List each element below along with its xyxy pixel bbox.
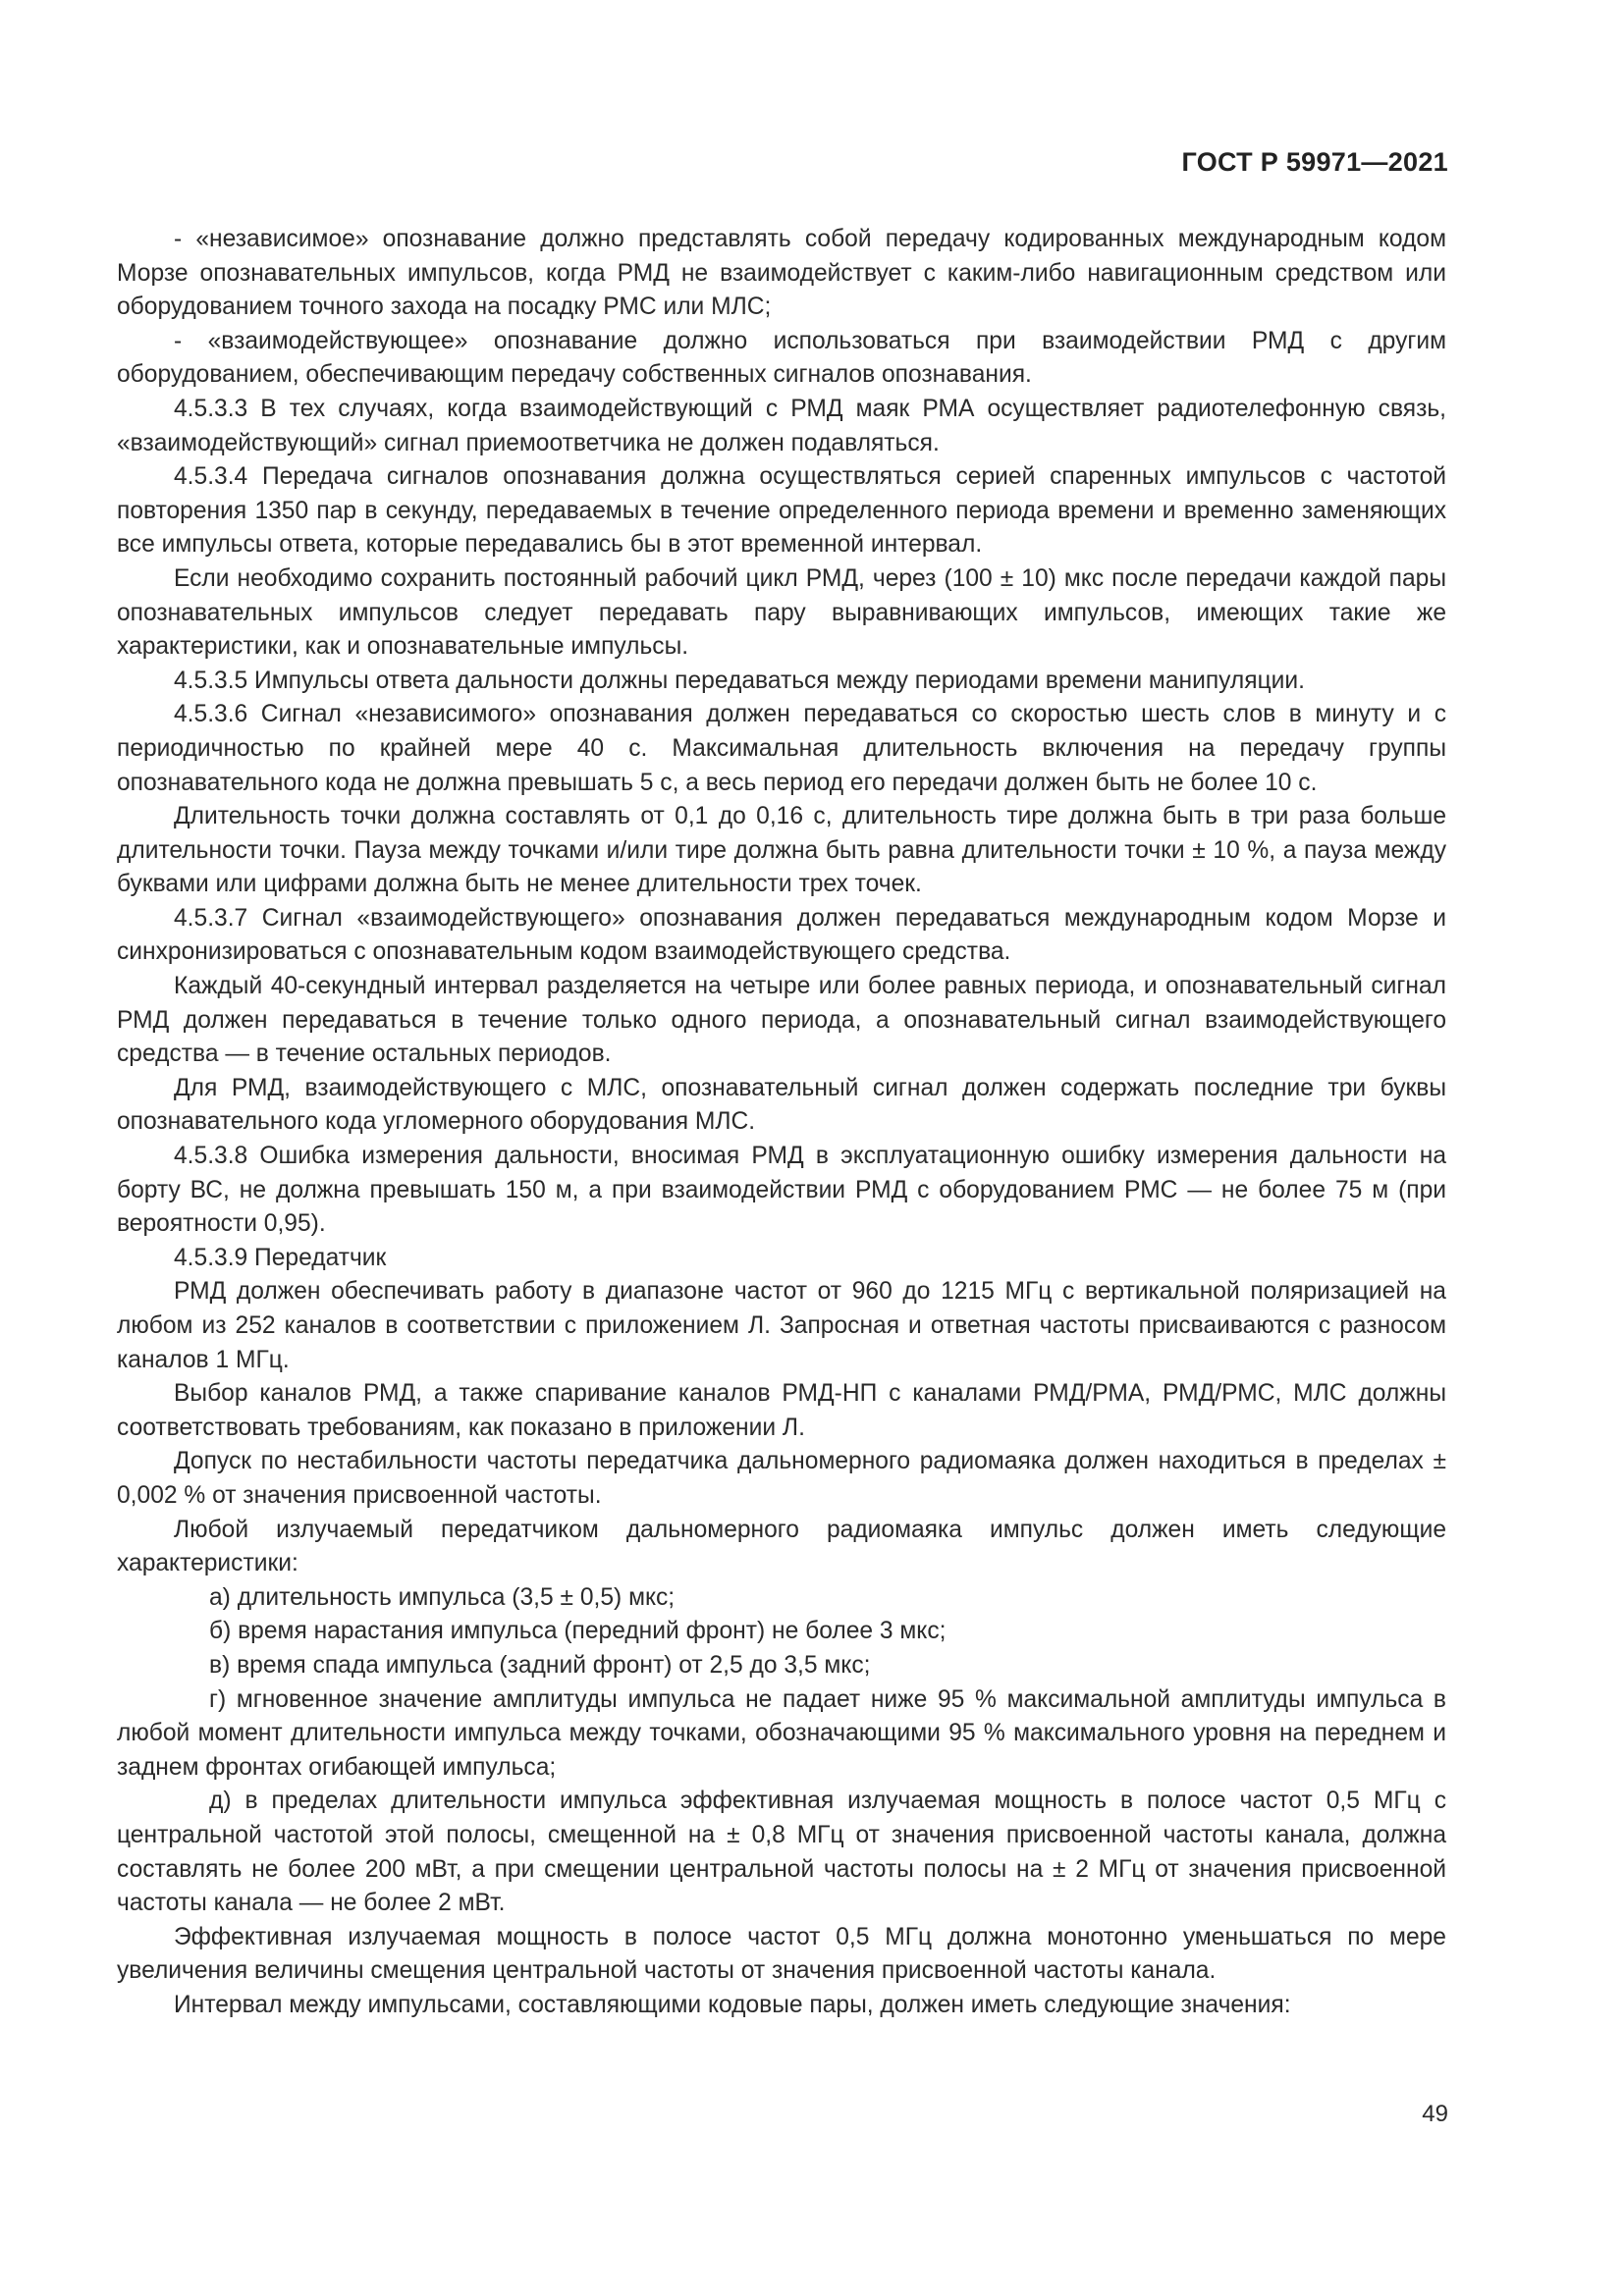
paragraph: Эффективная излучаемая мощность в полосе частот 0,5 МГц должна монотонно уменьшаться по мере увеличения величины смещения центральной частоты от значения присвоенной частоты канала. bbox=[117, 1923, 1446, 1985]
list-item: а) длительность импульса (3,5 ± 0,5) мкс; bbox=[209, 1583, 676, 1611]
standard-code-header: ГОСТ Р 59971—2021 bbox=[1181, 147, 1448, 177]
page-number: 49 bbox=[1422, 2101, 1448, 2127]
document-body bbox=[117, 223, 1446, 2022]
paragraph: 4.5.3.5 Импульсы ответа дальности должны передаваться между периодами времени манипуляции. bbox=[174, 667, 1305, 694]
paragraph: 4.5.3.7 Сигнал «взаимодействующего» опознавания должен передаваться международным кодом Морзе и синхронизироваться с опознавательным кодом взаимодействующего средства. bbox=[117, 904, 1446, 966]
paragraph: РМД должен обеспечивать работу в диапазоне частот от 960 до 1215 МГц с вертикальной поляризацией на любом из 252 каналов в соответствии с приложением Л. Запросная и ответная частоты присваиваются с разносом каналов 1 МГц. bbox=[117, 1278, 1446, 1373]
paragraph: 4.5.3.3 В тех случаях, когда взаимодействующий с РМД маяк РМА осуществляет радиотелефонную связь, «взаимодействующий» сигнал приемоответчика не должен подавляться. bbox=[117, 395, 1446, 456]
paragraph: Для РМД, взаимодействующего с МЛС, опознавательный сигнал должен содержать последние три буквы опознавательного кода угломерного оборудования МЛС. bbox=[117, 1074, 1446, 1136]
paragraph: Если необходимо сохранить постоянный рабочий цикл РМД, через (100 ± 10) мкс после передачи каждой пары опознавательных импульсов следует передавать пару выравнивающих импульсов, имеющих такие же характеристики, как и опознавательные импульсы. bbox=[117, 564, 1446, 661]
paragraph: Допуск по нестабильности частоты передатчика дальномерного радиомаяка должен находиться в пределах ± 0,002 % от значения присвоенной частоты. bbox=[117, 1448, 1446, 1509]
paragraph: 4.5.3.8 Ошибка измерения дальности, вносимая РМД в эксплуатационную ошибку измерения дальности на борту ВС, не должна превышать 150 м, а при взаимодействии РМД с оборудованием РМС — не более 75 м (при вероятности 0,95). bbox=[117, 1143, 1446, 1238]
list-item: в) время спада импульса (задний фронт) от 2,5 до 3,5 мкс; bbox=[209, 1651, 871, 1679]
paragraph: 4.5.3.6 Сигнал «независимого» опознавания должен передаваться со скоростью шесть слов в минуту и с периодичностью по крайней мере 40 с. Максимальная длительность включения на передачу группы опознавательного кода не должна превышать 5 с, а весь период его передачи должен быть не более 10 с. bbox=[117, 701, 1446, 796]
paragraph: 4.5.3.9 Передатчик bbox=[174, 1244, 387, 1271]
paragraph: Выбор каналов РМД, а также спаривание каналов РМД-НП с каналами РМД/РМА, РМД/РМС, МЛС должны соответствовать требованиям, как показано в приложении Л. bbox=[117, 1380, 1446, 1441]
list-item: б) время нарастания импульса (передний фронт) не более 3 мкс; bbox=[209, 1618, 947, 1645]
list-item: д) в пределах длительности импульса эффективная излучаемая мощность в полосе частот 0,5 МГц с центральной частотой этой полосы, смещенной на ± 0,8 МГц от значения присвоенной частоты канала, должна составлять не более 200 мВт, а при смещении центральной частоты полосы на ± 2 МГц от значения присвоенной частоты канала — не более 2 мВт. bbox=[117, 1788, 1446, 1917]
paragraph: Любой излучаемый передатчиком дальномерного радиомаяка импульс должен иметь следующие характеристики: bbox=[117, 1516, 1446, 1577]
paragraph: 4.5.3.4 Передача сигналов опознавания должна осуществляться серией спаренных импульсов с частотой повторения 1350 пар в секунду, передаваемых в течение определенного периода времени и временно заменяющих все импульсы ответа, которые передавались бы в этот временной интервал. bbox=[117, 463, 1446, 559]
paragraph: Каждый 40-секундный интервал разделяется на четыре или более равных периода, и опознавательный сигнал РМД должен передаваться в течение только одного периода, а опознавательный сигнал взаимодействующего средства — в течение остальных периодов. bbox=[117, 973, 1446, 1068]
list-item: г) мгновенное значение амплитуды импульса не падает ниже 95 % максимальной амплитуды импульса в любой момент длительности импульса между точками, обозначающими 95 % максимального уровня на переднем и заднем фронтах огибающей импульса; bbox=[117, 1685, 1446, 1781]
paragraph: Интервал между импульсами, составляющими кодовые пары, должен иметь следующие значения: bbox=[174, 1991, 1291, 2018]
paragraph: - «независимое» опознавание должно представлять собой передачу кодированных международным кодом Морзе опознавательных импульсов, когда РМД не взаимодействует с каким-либо навигационным средством или оборудованием точного захода на посадку РМС или МЛС; bbox=[117, 226, 1446, 321]
paragraph: Длительность точки должна составлять от 0,1 до 0,16 с, длительность тире должна быть в три раза больше длительности точки. Пауза между точками и/или тире должна быть равна длительности точки ± 10 %, а пауза между буквами или цифрами должна быть не менее длительности трех точек. bbox=[117, 803, 1446, 898]
paragraph: - «взаимодействующее» опознавание должно использоваться при взаимодействии РМД с другим оборудованием, обеспечивающим передачу собственных сигналов опознавания. bbox=[117, 327, 1446, 389]
